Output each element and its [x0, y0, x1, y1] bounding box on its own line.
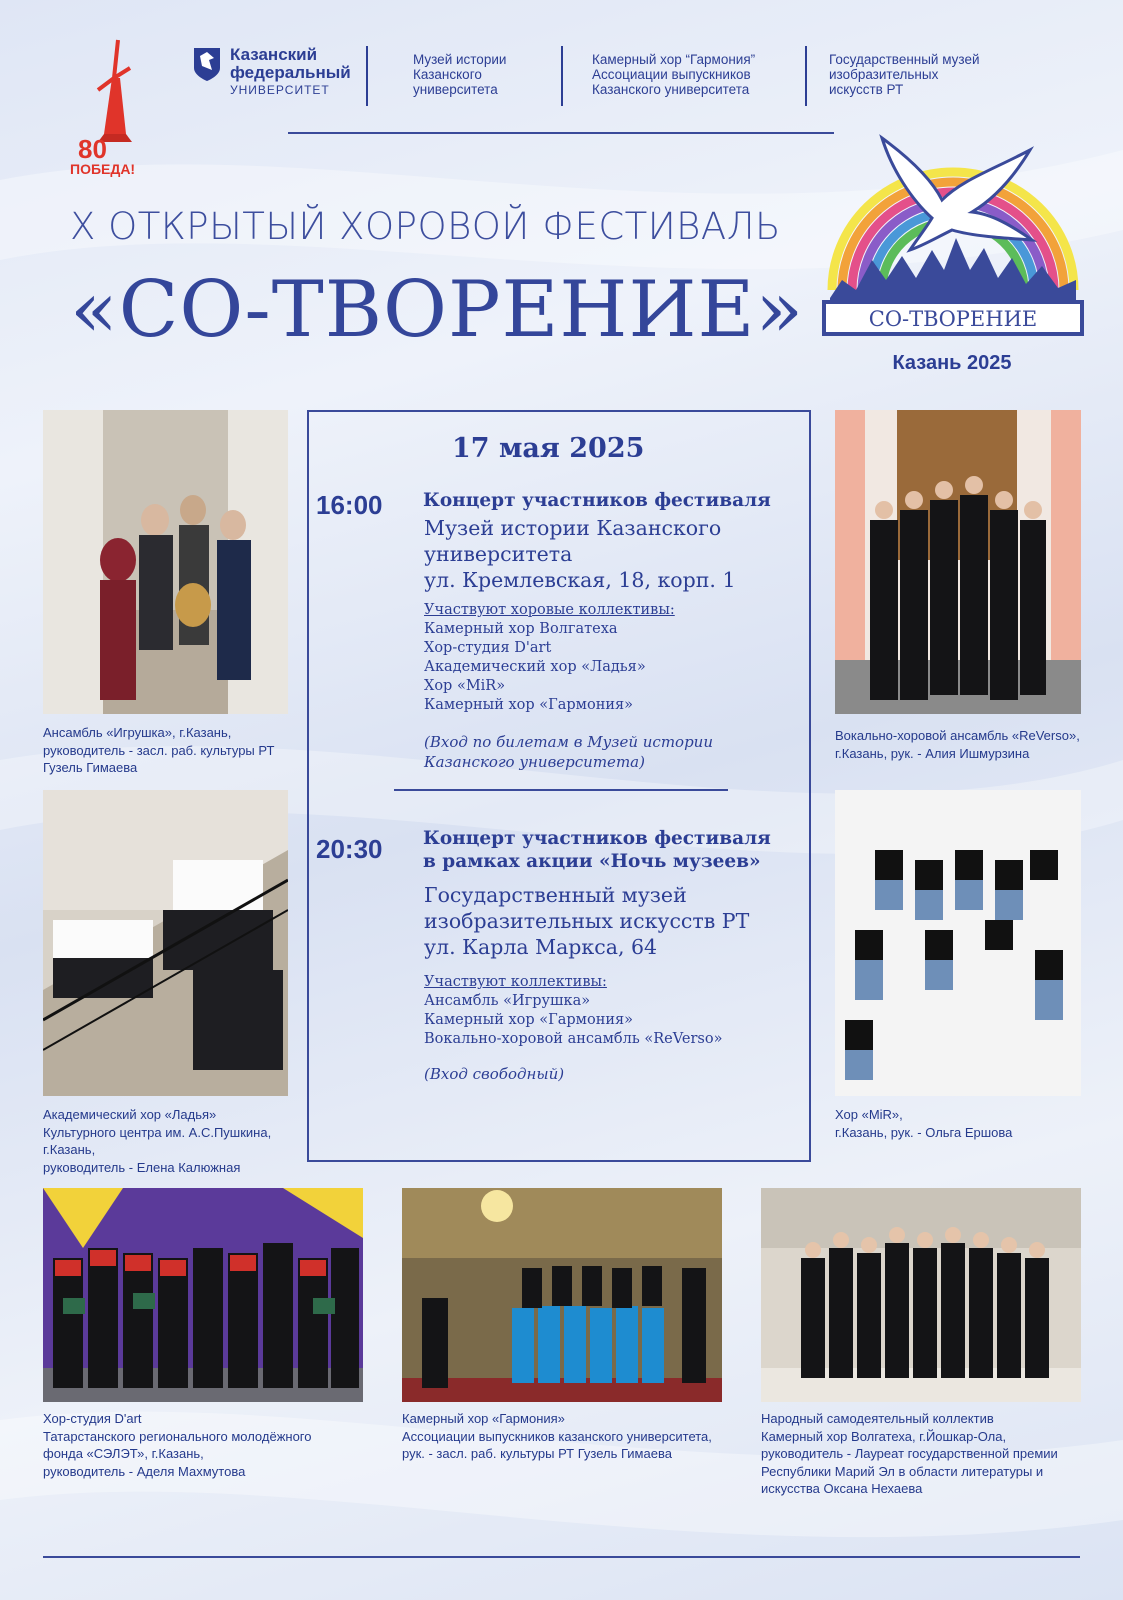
venue-line: университета	[424, 542, 573, 566]
caption-line: рук. - засл. раб. культуры РТ Гузель Гимаева	[402, 1446, 672, 1461]
caption-line: руководитель - засл. раб. культуры РТ	[43, 742, 275, 758]
header-divider	[561, 46, 563, 106]
title-line: Концерт участников фестиваля	[423, 828, 771, 849]
venue-line: Музей истории Казанского	[424, 516, 722, 540]
venue-line: ул. Карла Маркса, 64	[424, 935, 658, 959]
caption-line: руководитель - Елена Калюжная	[43, 1159, 241, 1175]
caption-dart	[43, 1410, 311, 1480]
photo-dart	[43, 1188, 363, 1402]
kfu-line2: федеральный	[230, 62, 351, 82]
venue-line: изобразительных искусств РТ	[424, 909, 750, 933]
partner-choir-garmonia: Камерный хор “Гармония” Ассоциации выпускников Казанского университета	[592, 52, 756, 97]
participant-item: Вокально-хоровой ансамбль «ReVerso»	[424, 1031, 723, 1047]
participant-item: Камерный хор Волгатеха	[424, 621, 618, 637]
caption-line: Камерный хор Волгатеха, г.Йошкар-Ола,	[761, 1428, 1007, 1444]
emblem-label: СО-ТВОРЕНИЕ	[868, 307, 1038, 331]
logo80-number: 80	[78, 134, 107, 164]
event-note	[424, 1065, 564, 1085]
event-note	[424, 733, 713, 772]
caption-line: Хор-студия D'art	[43, 1411, 142, 1426]
program-divider	[394, 789, 728, 791]
participant-item: Камерный хор «Гармония»	[424, 697, 634, 713]
caption-line: искусства Оксана Нехаева	[761, 1481, 923, 1496]
note-line: Казанского университета)	[424, 752, 645, 771]
caption-line: г.Казань, рук. - Ольга Ершова	[835, 1124, 1013, 1140]
caption-line: Вокально-хоровой ансамбль «ReVerso»,	[835, 728, 1080, 743]
participants-heading: Участвуют хоровые коллективы:	[424, 602, 675, 618]
caption-mir	[835, 1106, 1012, 1141]
note-line: (Вход свободный)	[424, 1065, 565, 1083]
caption-garmonia	[402, 1410, 712, 1463]
photo-volgatech	[761, 1188, 1081, 1402]
caption-line: г.Казань, рук. - Алия Ишмурзина	[835, 745, 1030, 761]
caption-line: фонда «СЭЛЭТ», г.Казань,	[43, 1446, 204, 1461]
photo-garmonia	[402, 1188, 722, 1402]
header-divider	[366, 46, 368, 106]
caption-line: г.Казань,	[43, 1142, 96, 1157]
participant-item: Хор «MiR»	[424, 678, 506, 694]
caption-line: Гузель Гимаева	[43, 760, 138, 775]
event-venue	[424, 882, 749, 960]
caption-line: Ансамбль «Игрушка», г.Казань,	[43, 725, 232, 740]
caption-line: Культурного центра им. А.С.Пушкина,	[43, 1124, 272, 1140]
venue-line: Государственный музей	[424, 883, 687, 907]
footer-rule	[43, 1556, 1080, 1558]
caption-line: Ассоциации выпускников казанского университета,	[402, 1428, 712, 1444]
festival-title: «СО-ТВОРЕНИЕ»	[70, 265, 805, 355]
partner-museum-history: Музей истории Казанского университета	[413, 52, 507, 97]
city-year: Казань 2025	[892, 352, 1012, 374]
event-title: Концерт участников фестиваля	[423, 490, 771, 511]
participant-item: Камерный хор «Гармония»	[424, 1012, 634, 1028]
photo-igrushka	[43, 410, 288, 714]
caption-igrushka	[43, 724, 274, 777]
kfu-line1: Казанский	[230, 45, 318, 64]
caption-reverso	[835, 727, 1080, 762]
venue-line: ул. Кремлевская, 18, корп. 1	[424, 568, 736, 592]
kfu-shield-icon	[192, 46, 222, 82]
caption-line: Камерный хор «Гармония»	[402, 1411, 565, 1426]
kfu-line3: УНИВЕРСИТЕТ	[230, 82, 330, 97]
caption-line: Татарстанского регионального молодёжного	[43, 1428, 312, 1444]
title-line: в рамках акции «Ночь музеев»	[423, 851, 761, 872]
event-time: 16:00	[316, 490, 383, 520]
participants-heading: Участвуют коллективы:	[424, 974, 607, 990]
caption-line: Республики Марий Эл в области литературы и	[761, 1463, 1044, 1479]
event-time: 20:30	[316, 834, 383, 864]
note-line: (Вход по билетам в Музей истории	[424, 733, 713, 751]
festival-subtitle: Х ОТКРЫТЫЙ ХОРОВОЙ ФЕСТИВАЛЬ	[70, 205, 781, 248]
event-participants	[424, 601, 675, 715]
header-divider	[805, 46, 807, 106]
program-date: 17 мая 2025	[452, 433, 645, 464]
photo-mir	[835, 790, 1081, 1096]
caption-volgatech	[761, 1410, 1058, 1498]
participant-item: Академический хор «Ладья»	[424, 659, 646, 675]
motherland-statue-icon	[68, 38, 148, 178]
event-participants	[424, 973, 722, 1049]
caption-ladya	[43, 1106, 271, 1176]
event-title	[423, 827, 771, 873]
victory-80-logo	[68, 38, 148, 178]
photo-reverso	[835, 410, 1081, 714]
rainbow-dove-icon	[822, 130, 1084, 342]
logo80-label: ПОБЕДА!	[70, 161, 136, 177]
festival-emblem	[822, 130, 1084, 342]
event-venue	[424, 515, 736, 593]
caption-line: Народный самодеятельный коллектив	[761, 1411, 994, 1426]
participant-item: Хор-студия D'art	[424, 640, 552, 656]
photo-ladya	[43, 790, 288, 1096]
caption-line: руководитель - Аделя Махмутова	[43, 1463, 246, 1479]
participant-item: Ансамбль «Игрушка»	[424, 993, 591, 1009]
caption-line: руководитель - Лауреат государственной премии	[761, 1446, 1058, 1461]
header-rule	[288, 132, 834, 134]
kfu-logo	[192, 46, 362, 106]
caption-line: Хор «MiR»,	[835, 1107, 903, 1122]
caption-line: Академический хор «Ладья»	[43, 1107, 217, 1122]
partner-fine-arts-museum: Государственный музей изобразительных искусств РТ	[829, 52, 980, 97]
